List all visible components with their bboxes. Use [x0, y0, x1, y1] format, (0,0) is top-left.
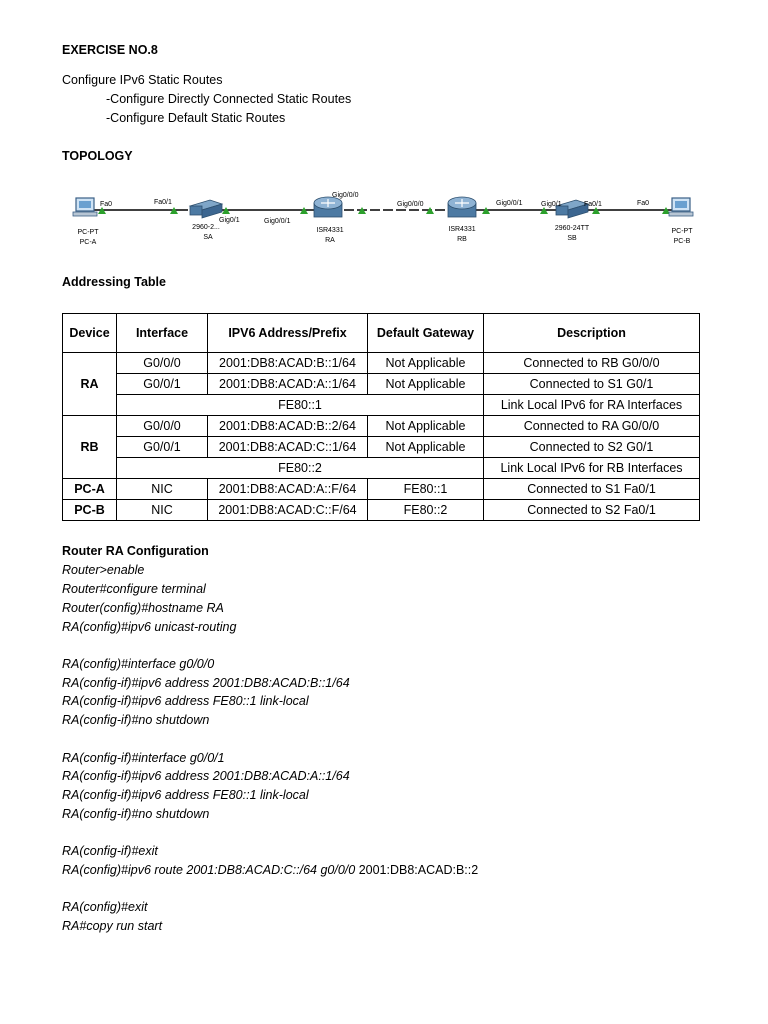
- config-line: RA(config-if)#ipv6 address FE80::1 link-local: [62, 788, 309, 802]
- config-heading: Router RA Configuration: [62, 544, 209, 558]
- config-line: Router#configure terminal: [62, 582, 206, 596]
- addressing-table: [62, 313, 700, 521]
- table-row: [63, 458, 700, 479]
- table-cell: FE80::2: [368, 500, 484, 521]
- config-line: RA(config)#interface g0/0/0: [62, 657, 215, 671]
- port-label-pcb: Fa0: [637, 200, 650, 207]
- addressing-heading: Addressing Table: [62, 275, 166, 289]
- device-model-pca: PC-PT: [77, 229, 99, 236]
- table-cell: Connected to S1 Fa0/1: [484, 479, 700, 500]
- table-cell: Not Applicable: [368, 437, 484, 458]
- column-header: Default Gateway: [368, 314, 484, 353]
- config-line: Router(config)#hostname RA: [62, 601, 224, 615]
- config-line: RA(config)#exit: [62, 900, 148, 914]
- table-cell: Connected to S2 G0/1: [484, 437, 700, 458]
- table-cell: G0/0/0: [117, 416, 208, 437]
- route-nexthop: 2001:DB8:ACAD:B::2: [358, 863, 479, 877]
- column-header: Interface: [117, 314, 208, 353]
- objective-text: Configure IPv6 Static Routes: [62, 73, 223, 87]
- table-cell: Link Local IPv6 for RB Interfaces: [484, 458, 700, 479]
- device-model-ra: ISR4331: [316, 227, 344, 234]
- device-name-ra: RA: [325, 237, 335, 244]
- device-model-pcb: PC-PT: [671, 228, 693, 235]
- table-cell: 2001:DB8:ACAD:C::1/64: [208, 437, 368, 458]
- port-label-sb-right: Fa0/1: [584, 201, 602, 208]
- config-line-route: [62, 862, 478, 878]
- config-line: RA#copy run start: [62, 919, 163, 933]
- table-cell: 2001:DB8:ACAD:C::F/64: [208, 500, 368, 521]
- table-cell: G0/0/1: [117, 374, 208, 395]
- device-model-sb: 2960-24TT: [554, 225, 590, 232]
- table-cell: G0/0/0: [117, 353, 208, 374]
- table-cell: NIC: [117, 500, 208, 521]
- table-cell: 2001:DB8:ACAD:B::1/64: [208, 353, 368, 374]
- port-label-ra-right: Gig0/0/0: [332, 192, 359, 199]
- port-label-sa-right: Gig0/1: [219, 217, 240, 224]
- device-cell-pca: PC-A: [63, 479, 117, 500]
- port-label-sb-left: Gig0/1: [541, 201, 562, 208]
- device-model-rb: ISR4331: [448, 226, 476, 233]
- device-cell-rb: RB: [63, 416, 117, 479]
- topology-diagram: [62, 186, 702, 256]
- table-row: [63, 479, 700, 500]
- config-line: RA(config-if)#interface g0/0/1: [62, 751, 225, 765]
- config-line: RA(config-if)#ipv6 address 2001:DB8:ACAD:A::1/64: [62, 769, 350, 783]
- table-cell: 2001:DB8:ACAD:A::F/64: [208, 479, 368, 500]
- table-cell: 2001:DB8:ACAD:B::2/64: [208, 416, 368, 437]
- table-cell: G0/0/1: [117, 437, 208, 458]
- device-name-sa: SA: [203, 234, 213, 241]
- table-cell: Connected to S2 Fa0/1: [484, 500, 700, 521]
- port-label-sa-left: Fa0/1: [154, 199, 172, 206]
- port-label-rb-left: Gig0/0/0: [397, 201, 424, 208]
- config-line: RA(config-if)#no shutdown: [62, 807, 210, 821]
- column-header: Device: [63, 314, 117, 353]
- device-name-sb: SB: [567, 235, 577, 242]
- switch-icon-sa: [190, 200, 222, 218]
- device-name-rb: RB: [457, 236, 467, 243]
- table-row: [63, 437, 700, 458]
- table-cell: FE80::1: [117, 395, 484, 416]
- device-cell-pcb: PC-B: [63, 500, 117, 521]
- table-row: [63, 353, 700, 374]
- config-line: RA(config-if)#no shutdown: [62, 713, 210, 727]
- table-cell: Connected to RA G0/0/0: [484, 416, 700, 437]
- config-line: RA(config)#ipv6 unicast-routing: [62, 620, 237, 634]
- table-cell: Not Applicable: [368, 416, 484, 437]
- exercise-title: EXERCISE NO.8: [62, 43, 158, 57]
- config-line: RA(config-if)#ipv6 address 2001:DB8:ACAD:B::1/64: [62, 676, 350, 690]
- table-row: [63, 500, 700, 521]
- table-cell: FE80::2: [117, 458, 484, 479]
- port-label-pca: Fa0: [100, 201, 113, 208]
- router-icon-ra: [314, 197, 342, 217]
- device-name-pcb: PC-B: [673, 238, 691, 245]
- table-cell: NIC: [117, 479, 208, 500]
- port-label-rb-right: Gig0/0/1: [496, 200, 523, 207]
- config-line: RA(config-if)#exit: [62, 844, 158, 858]
- table-cell: Not Applicable: [368, 374, 484, 395]
- column-header: IPV6 Address/Prefix: [208, 314, 368, 353]
- port-label-ra-left: Gig0/0/1: [264, 218, 291, 225]
- table-cell: 2001:DB8:ACAD:A::1/64: [208, 374, 368, 395]
- table-row: [63, 416, 700, 437]
- table-cell: Connected to RB G0/0/0: [484, 353, 700, 374]
- table-cell: FE80::1: [368, 479, 484, 500]
- topology-heading: TOPOLOGY: [62, 149, 133, 163]
- sub-objective-1: -Configure Directly Connected Static Routes: [106, 92, 352, 106]
- table-cell: Connected to S1 G0/1: [484, 374, 700, 395]
- config-line: RA(config-if)#ipv6 address FE80::1 link-local: [62, 694, 309, 708]
- route-command: RA(config)#ipv6 route 2001:DB8:ACAD:C::/64 g0/0/0: [62, 863, 356, 877]
- sub-objective-2: -Configure Default Static Routes: [106, 111, 286, 125]
- table-header-row: [63, 314, 700, 353]
- device-cell-ra: RA: [63, 353, 117, 416]
- table-cell: Not Applicable: [368, 353, 484, 374]
- router-icon-rb: [448, 197, 476, 217]
- device-model-sa: 2960-2...: [192, 224, 220, 231]
- column-header: Description: [484, 314, 700, 353]
- device-name-pca: PC-A: [79, 239, 97, 246]
- table-cell: Link Local IPv6 for RA Interfaces: [484, 395, 700, 416]
- table-row: [63, 395, 700, 416]
- pc-icon-pca: [73, 198, 97, 216]
- pc-icon-pcb: [669, 198, 693, 216]
- table-row: [63, 374, 700, 395]
- config-line: Router>enable: [62, 563, 145, 577]
